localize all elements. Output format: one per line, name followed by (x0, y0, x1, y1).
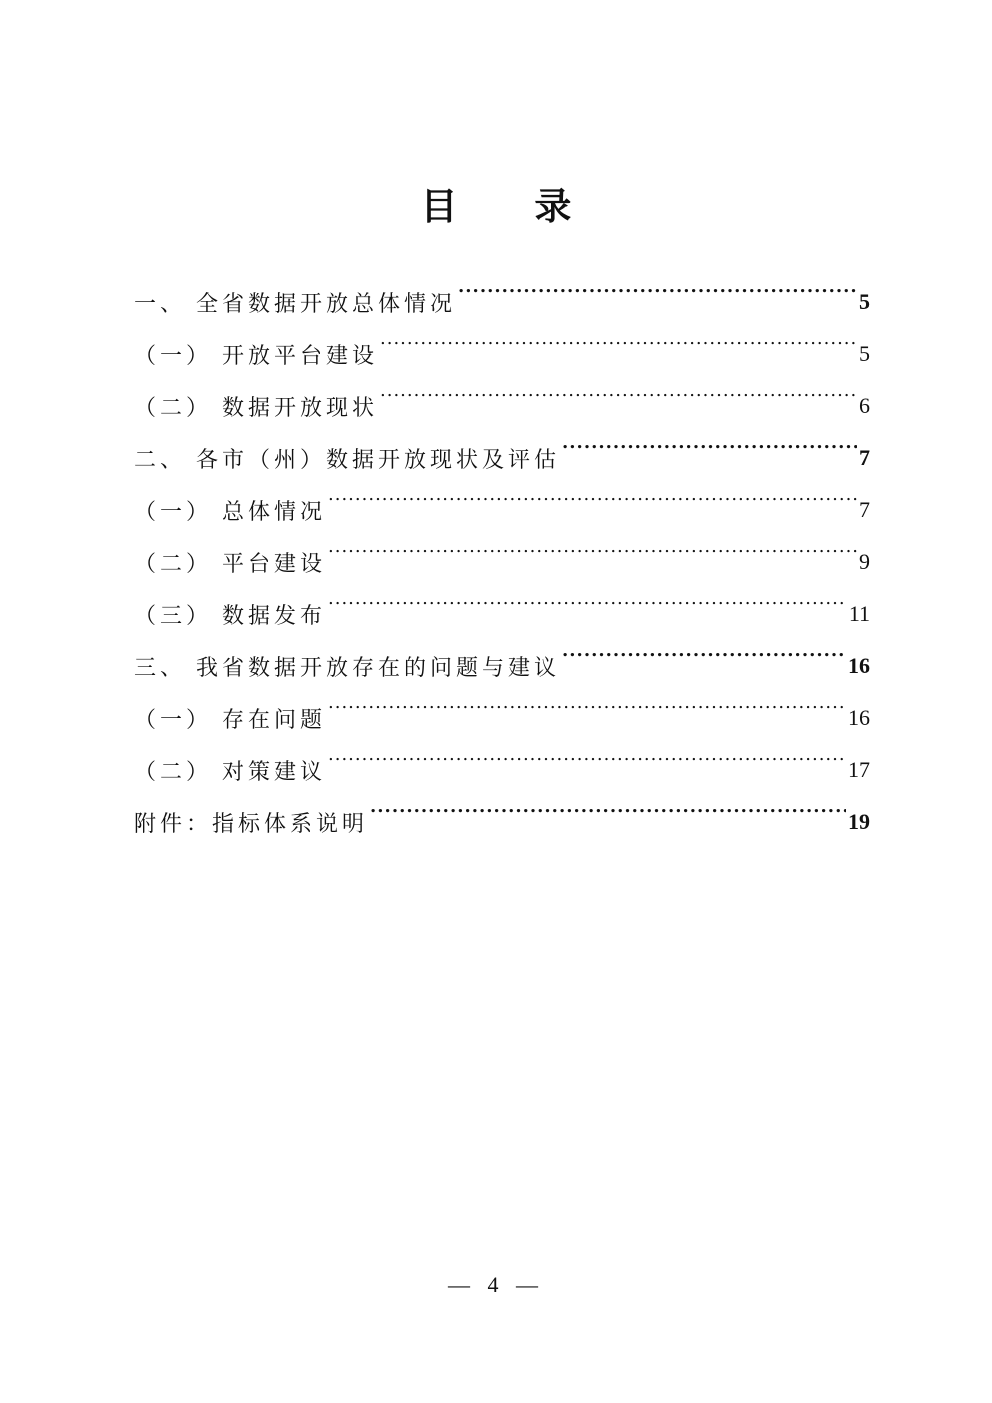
toc-entry-number: （三） (134, 603, 213, 629)
dot-leader (328, 484, 857, 505)
toc-entry-heading (134, 703, 326, 734)
toc-entry-page: 5 (859, 289, 870, 314)
dot-leader (458, 276, 857, 297)
toc-entry-text: 开放平台建设 (222, 343, 379, 369)
toc-entry-text: 全省数据开放总体情况 (196, 291, 457, 317)
dot-leader (380, 380, 857, 401)
toc-entry-number: （二） (134, 759, 213, 785)
toc-entry[interactable] (134, 484, 870, 536)
toc-entry-heading (134, 651, 560, 682)
toc-entry-page: 11 (848, 601, 870, 626)
toc-entry[interactable] (134, 796, 870, 848)
page-title: 目 录 (420, 184, 604, 228)
dot-leader (370, 796, 846, 817)
toc-entry-heading (134, 755, 326, 786)
dot-leader (328, 588, 847, 609)
toc-entry-heading (134, 287, 456, 318)
toc-entry-page: 7 (859, 445, 870, 470)
toc-entry-heading (134, 443, 560, 474)
toc-entry[interactable] (134, 744, 870, 796)
toc-entry-text: 我省数据开放存在的问题与建议 (196, 655, 561, 681)
toc-entry-number: 三、 (134, 655, 187, 681)
toc-entry[interactable] (134, 328, 870, 380)
toc-entry[interactable] (134, 640, 870, 692)
toc-entry-text: 各市（州）数据开放现状及评估 (196, 447, 561, 473)
toc-entry-page: 9 (859, 549, 870, 574)
toc-entry-page: 5 (859, 341, 870, 366)
dot-leader (328, 536, 857, 557)
toc-entry-number: （二） (134, 395, 213, 421)
page-number-footer: — 4 — (448, 1272, 544, 1297)
toc-entry[interactable] (134, 588, 870, 640)
toc-entry-number: （一） (134, 499, 213, 525)
dot-leader (380, 328, 857, 349)
toc-entry-heading (134, 495, 326, 526)
toc-entry-heading (134, 599, 326, 630)
toc-entry-page: 17 (848, 757, 870, 782)
toc-entry[interactable] (134, 692, 870, 744)
toc-entry-number: （一） (134, 343, 213, 369)
toc-entry[interactable] (134, 380, 870, 432)
toc-entry-text: 数据发布 (222, 603, 327, 629)
toc-entry-number: （一） (134, 707, 213, 733)
toc-entry-heading (134, 547, 326, 578)
toc-entry[interactable] (134, 276, 870, 328)
dot-leader (328, 744, 846, 765)
toc-entry-page: 19 (848, 809, 870, 834)
toc-entry-text: 平台建设 (222, 551, 327, 577)
toc-entry-heading (134, 339, 378, 370)
toc-entry-page: 7 (859, 497, 870, 522)
toc-entry-number: 一、 (134, 291, 187, 317)
toc-entry[interactable] (134, 432, 870, 484)
toc-entry-text: 附件：指标体系说明 (134, 811, 369, 837)
toc-entry-text: 数据开放现状 (222, 395, 379, 421)
toc-entry[interactable] (134, 536, 870, 588)
toc-entry-heading (134, 807, 368, 838)
toc-entry-heading (134, 391, 378, 422)
toc-entry-number: （二） (134, 551, 213, 577)
toc-entry-page: 16 (848, 653, 870, 678)
toc-entry-page: 6 (859, 393, 870, 418)
toc-entry-number: 二、 (134, 447, 187, 473)
dot-leader (562, 432, 857, 453)
table-of-contents (134, 276, 870, 848)
toc-entry-text: 存在问题 (222, 707, 327, 733)
toc-entry-text: 对策建议 (222, 759, 327, 785)
toc-entry-text: 总体情况 (222, 499, 327, 525)
dot-leader (562, 640, 846, 661)
dot-leader (328, 692, 846, 713)
toc-entry-page: 16 (848, 705, 870, 730)
